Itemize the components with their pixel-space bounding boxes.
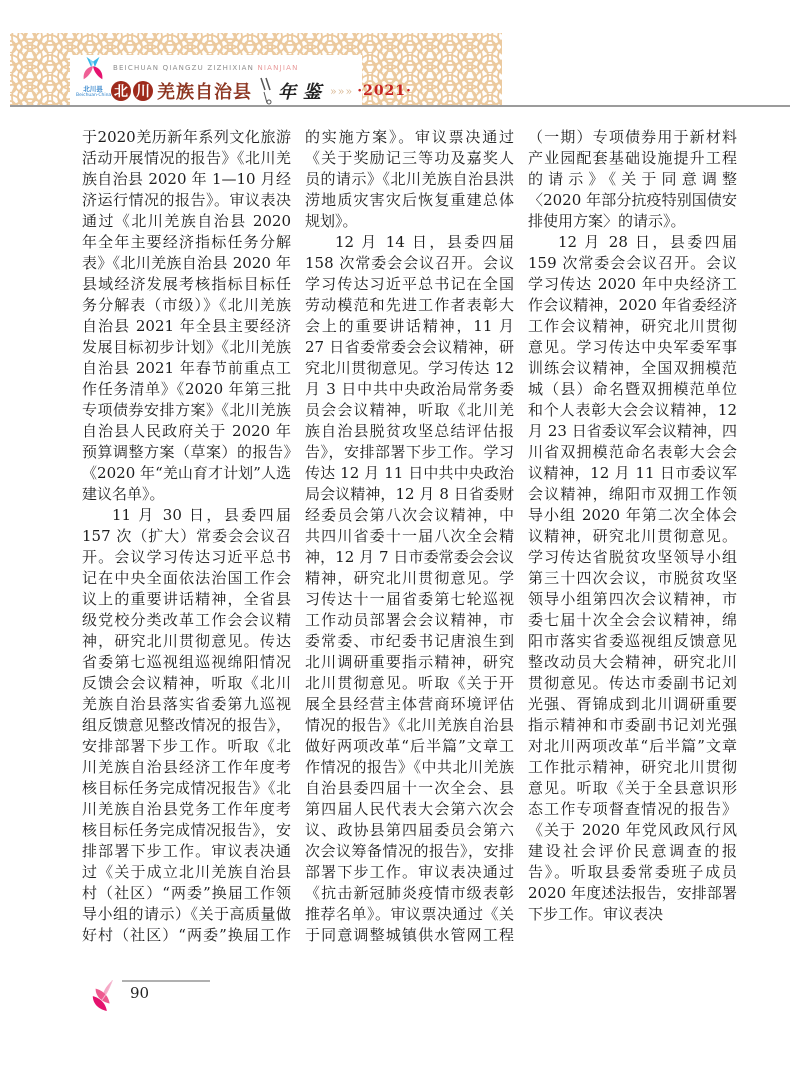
paragraph: 12 月 14 日，县委四届 158 次常委会会议召开。会议学习传达习近平总书记在全国劳动模范和先进工作者表彰大会上的重要讲话精神，11 月 27 日省委常委会会议精神，研究北川贯彻意见。学习传达 12 月 3 日中共中央政治局常务委员会会议精神，听取《北川羌族自治县脱贫攻坚总结评估报告》，安排部署下步工作。学习传达 12 月 11 日中共中央政治局会议精神，12 月 8 日省委财经委员会第八次会议精神，中共四川省委十一届八次全会精神，12 月 7 日市委常委会会议精神，研究北川贯彻意见。学习传达十一届省委第七轮巡视工作动员部署会会议精神，市委常委、市纪委书记唐浪生到北川调研重要指示精神，研究北川贯彻意见。听取《关于开展全县经营主体营商环境评估情况的报告》《北川羌族自治县做好两项改革“后半篇”文章工作情况的报告》《中共北川羌族自治县委四届十一次全会、县第四届人民代表大会第六次会议、政协县第四届委员会第六次会议筹备情况的报告》，安排部署下步工作。审议表决通过《抗击新冠肺炎疫情市级表彰推荐名单》。审议票决通过《关于同意调整城镇供水管网工程（一期）专项债券用于新材料产业园配套基础设施提升工程的请示》《关于同意调整〈2020 年部分抗疫特别国债安排使用方案〉的请示》。 bbox=[305, 128, 737, 944]
pinyin-accent: NIANJIAN bbox=[257, 64, 299, 72]
butterfly-page-icon bbox=[90, 980, 118, 1014]
butterfly-logo-icon bbox=[78, 56, 108, 82]
header-rule bbox=[10, 105, 790, 107]
paragraph: 于2020羌历新年系列文化旅游活动开展情况的报告》《北川羌族自治县 2020 年 1—10 月经济运行情况的报告》。审议表决通过《北川羌族自治县 2020 年全年主要经济指标任务分解表》《北川羌族自治县 2020 年县域经济发展考核指标目标任务分解表（市级）》《北川羌族自治县 2021 年全县主要经济发展目标初步计划》《北川羌族自治县 2021 年春节前重点工作任务清单》《2020 年第三批专项债券安排方案》《北川羌族自治县人民政府关于 2020 年预算调整方案（草案）的报告》《2020 年“羌山育才计划”人选建议名单》。 bbox=[82, 128, 291, 503]
page-number: 90 bbox=[130, 984, 150, 1002]
pinyin-main: BEICHUAN QIANGZU ZIZHIXIAN bbox=[113, 64, 258, 72]
paragraph: 11 月 30 日，县委四届 157 次（扩大）常委会会议召开。会议学习传达习近平总书记在中央全面依法治国工作会议上的重要讲话精神，全省县级党校分类改革工作会会议精神，研究北川贯彻意见。传达省委第七巡视组巡视绵阳情况反馈会会议精神，听取《北川羌族自治县落实省委第九巡视组反馈意见整改情况的报告》，安排部署下步工作。听取《北川羌族自治县经济工作年度考核目标任务完成情况报告》《北川羌族自治县党务工作年度考核目标任务完成情况报告》，安排部署下步工作。审议表决通过《关于成立北川羌族自治县村（社区）“两委”换届工作领导小组的请示）《关于高质量做好村（社区）“两委”换届工作的实施方案》。审议票决通过《关于奖励记三等功及嘉奖人员的请示》《北川羌族自治县洪涝地质灾害灾后恢复重建总体规划》。 bbox=[82, 128, 514, 944]
county-logo bbox=[76, 56, 110, 99]
title-circle-bei: 北 bbox=[111, 81, 131, 101]
year-label: ·2021· bbox=[357, 83, 412, 99]
page-number-rule bbox=[122, 980, 210, 982]
article bbox=[82, 127, 737, 961]
nianjian-script-text: 年鉴 bbox=[278, 82, 328, 103]
county-name-text: 羌族自治县 bbox=[157, 82, 252, 103]
logo-caption-cn: 北川县 bbox=[83, 85, 103, 93]
logo-caption-en: Beichuan·China bbox=[76, 93, 112, 98]
masthead-title bbox=[111, 77, 412, 105]
title-pinyin bbox=[113, 64, 299, 72]
calligraphy-divider-icon bbox=[258, 77, 272, 105]
title-circle-chuan: 川 bbox=[133, 81, 153, 101]
paragraph: 12 月 28 日，县委四届 159 次常委会会议召开。会议学习传达 2020 年中央经济工作会议精神，2020 年省委经济工作会议精神，研究北川贯彻意见。学习传达中央军委军事训练会议精神，全国双拥模范城（县）命名暨双拥模范单位和个人表彰大会会议精神，12 月 23 日省委议军会议精神，四川省双拥模范命名表彰大会会议精神，12 月 11 日市委议军会议精神，绵阳市双拥工作领导小组 2020 年第二次全体会议精神，研究北川贯彻意见。学习传达省脱贫攻坚领导小组第三十四次会议，市脱贫攻坚领导小组第四次会议精神，市委七届十次全会会议精神，绵阳市落实省委巡视组反馈意见整改动员大会精神，研究北川贯彻意见。传达市委副书记刘光强、胥锦成到北川调研重要指示精神和市委副书记刘光强对北川两项改革“后半篇”文章工作批示精神，研究北川贯彻意见。听取《关于全县意识形态工作专项督查情况的报告》《关于 2020 年党风政风行风建设社会评价民意调查的报告》。听取县委常委班子成员 2020 年度述法报告，安排部署下步工作。审议表决 bbox=[528, 233, 737, 923]
triple-chevron-decoration: »»» bbox=[330, 84, 354, 98]
